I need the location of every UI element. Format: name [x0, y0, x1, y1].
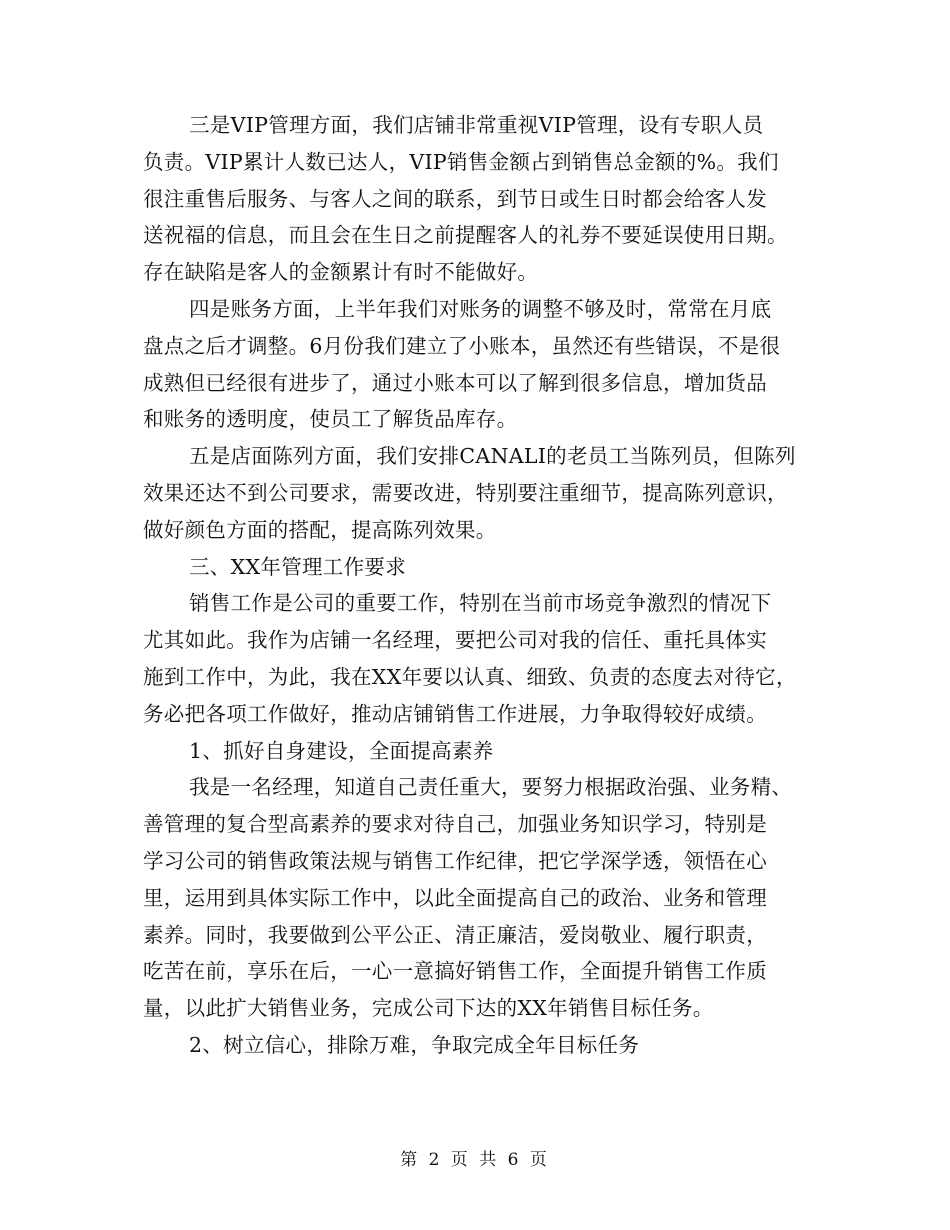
- text-line: 销售工作是公司的重要工作，特别在当前市场竞争激烈的情况下: [189, 591, 772, 616]
- text-line: 吃苦在前，享乐在后，一心一意搞好销售工作，全面提升销售工作质: [143, 959, 767, 984]
- text-line: 负责。VIP累计人数已达人，VIP销售金额占到销售总金额的%。我们: [143, 149, 779, 174]
- text-line: 量，以此扩大销售业务，完成公司下达的XX年销售目标任务。: [143, 996, 714, 1021]
- text-line: 五是店面陈列方面，我们安排CANALI的老员工当陈列员，但陈列: [189, 444, 796, 469]
- text-line: 1、抓好自身建设，全面提高素养: [189, 738, 494, 763]
- text-line: 和账务的透明度，使员工了解货品库存。: [143, 407, 518, 432]
- text-line: 善管理的复合型高素养的要求对待自己，加强业务知识学习，特别是: [143, 812, 767, 837]
- text-line: 很注重售后服务、与客人之间的联系，到节日或生日时都会给客人发: [143, 186, 767, 211]
- text-line: 三是VIP管理方面，我们店铺非常重视VIP管理，设有专职人员: [189, 113, 764, 137]
- document-body: [143, 107, 811, 1064]
- text-line: 成熟但已经很有进步了，通过小账本可以了解到很多信息，增加货品: [143, 370, 767, 395]
- text-line: 四是账务方面，上半年我们对账务的调整不够及时，常常在月底: [189, 296, 772, 321]
- text-line: 施到工作中，为此，我在XX年要以认真、细致、负责的态度去对待它，: [143, 664, 797, 689]
- text-line: 2、树立信心，排除万难，争取完成全年目标任务: [189, 1032, 640, 1057]
- text-line: 尤其如此。我作为店铺一名经理，要把公司对我的信任、重托具体实: [143, 628, 767, 653]
- text-line: 盘点之后才调整。6月份我们建立了小账本，虽然还有些错误，不是很: [143, 333, 781, 358]
- text-line: 里，运用到具体实际工作中，以此全面提高自己的政治、业务和管理: [143, 885, 767, 910]
- text-line: 存在缺陷是客人的金额累计有时不能做好。: [143, 260, 539, 285]
- text-line: 务必把各项工作做好，推动店铺销售工作进展，力争取得较好成绩。: [143, 701, 767, 726]
- text-line: 我是一名经理，知道自己责任重大，要努力根据政治强、业务精、: [189, 775, 793, 800]
- text-line: 送祝福的信息，而且会在生日之前提醒客人的礼券不要延误使用日期。: [143, 223, 788, 248]
- text-line: 素养。同时，我要做到公平公正、清正廉洁，爱岗敬业、履行职责，: [143, 922, 767, 947]
- text-line: 效果还达不到公司要求，需要改进，特别要注重细节，提高陈列意识，: [143, 480, 788, 505]
- text-line: 学习公司的销售政策法规与销售工作纪律，把它学深学透，领悟在心: [143, 848, 767, 873]
- page-footer: 第 2 页 共 6 页: [400, 1150, 550, 1170]
- text-line: 做好颜色方面的搭配，提高陈列效果。: [143, 517, 497, 542]
- text-line: 三、XX年管理工作要求: [189, 554, 406, 579]
